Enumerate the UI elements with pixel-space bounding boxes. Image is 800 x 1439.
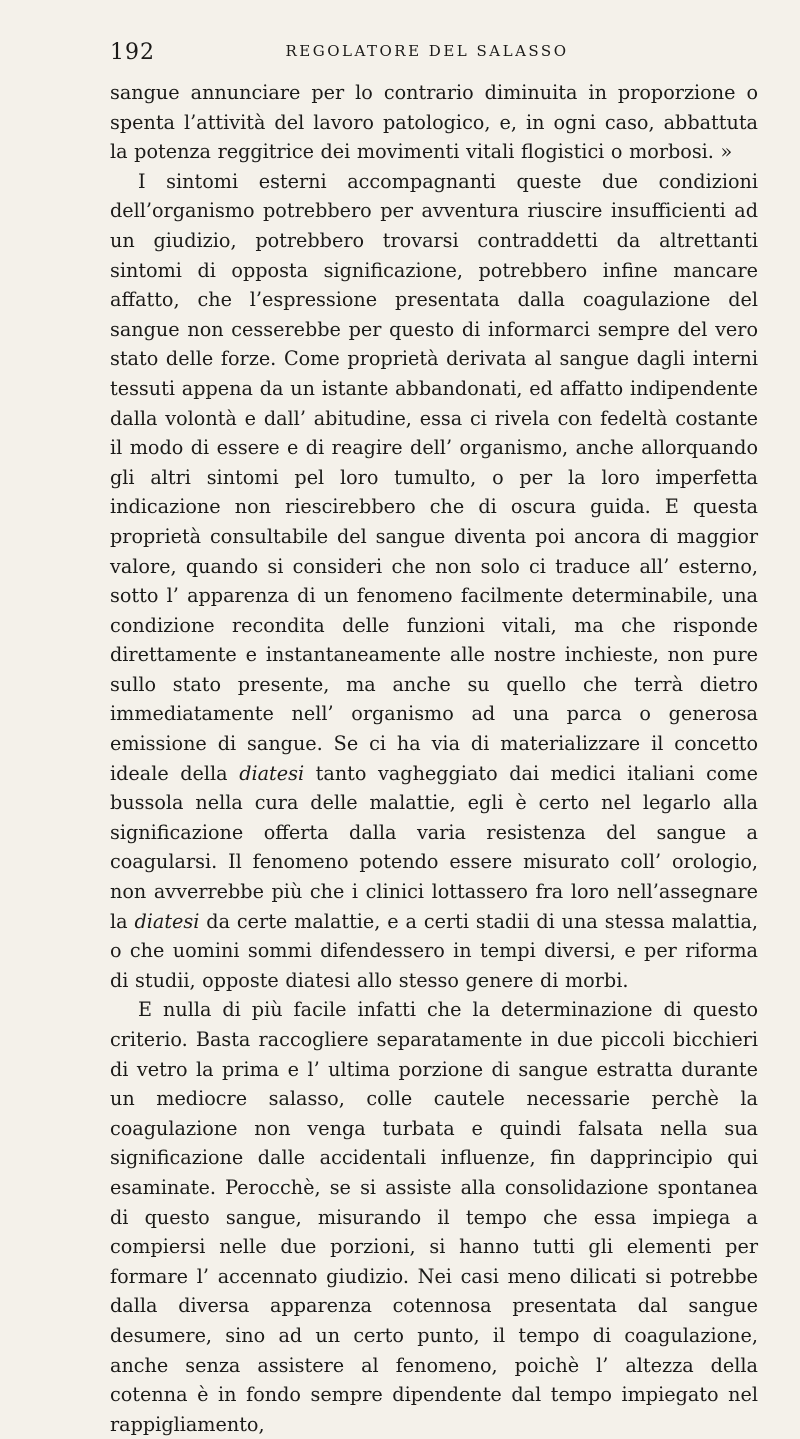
italic-term: diatesi (239, 761, 305, 785)
body-text (110, 78, 758, 1439)
text-run: I sintomi esterni accompagnanti queste due condizioni dell’organismo potrebbero per avventura riuscire insufficienti ad un giudizio, potrebbero trovarsi contraddetti da altrettanti sintomi di opposta significazione, potrebbero infine mancare affatto, che l’espressione presentata dalla coagulazione del sangue non cesserebbe per questo di informarci sempre del vero stato delle forze. Come proprietà derivata al sangue dagli interni tessuti appena da un istante abbandonati, ed affatto indipendente dalla volontà e dall’ abitudine, essa ci rivela con fedeltà costante il modo di essere e di reagire dell’ organismo, anche allorquando gli altri sintomi pel loro tumulto, o per la loro imperfetta indicazione non riescirebbero che di oscura guida. E questa proprietà consultabile del sangue diventa poi ancora di maggior valore, quando si consideri che non solo ci traduce all’ esterno, sotto l’ apparenza di un fenomeno facilmente determinabile, una condizione recondita delle funzioni vitali, ma che risponde direttamente e instantaneamente alle nostre inchieste, non pure sullo stato presente, ma anche su quello che terrà dietro immediatamente nell’ organismo ad una parca o generosa emissione di sangue. Se ci ha via di materializzare il concetto ideale della (110, 169, 758, 785)
text-run: sangue annunciare per lo contrario diminuita in proporzione o spenta l’attività del lavoro patologico, e, in ogni caso, abbattuta la potenza reggitrice dei movimenti vitali flogistici o morbosi. » (110, 81, 758, 164)
page-header (110, 38, 744, 68)
text-run: tanto vagheggiato dai medici italiani come bussola nella cura delle malattie, egli è certo nel legarlo alla significazione offerta dalla varia resistenza del sangue a coagularsi. Il fenomeno potendo essere misurato coll’ orologio, non avverrebbe più che i clinici lottassero fra loro nell’assegnare la (110, 761, 758, 933)
paragraph (110, 995, 758, 1439)
page-number: 192 (110, 40, 155, 65)
text-run: E nulla di più facile infatti che la determinazione di questo criterio. Basta raccogliere separatamente in due piccoli bicchieri di vetro la prima e l’ ultima porzione di sangue estratta durante un mediocre salasso, colle cautele necessarie perchè la coagulazione non venga turbata e quindi falsata nella sua significazione dalle accidentali influenze, fin dapprincipio qui esaminate. Perocchè, se si assiste alla consolidazione spontanea di questo sangue, misurando il tempo che essa impiega a compiersi nelle due porzioni, si hanno tutti gli elementi per formare l’ accennato giudizio. Nei casi meno dilicati si potrebbe dalla diversa apparenza cotennosa presentata dal sangue desumere, sino ad un certo punto, il tempo di coagulazione, anche senza assistere al fenomeno, poichè l’ altezza della cotenna è in fondo sempre dipendente dal tempo impiegato nel rappigliamento, (110, 998, 758, 1436)
italic-term: diatesi (134, 909, 200, 933)
paragraph (110, 78, 758, 167)
paragraph (110, 167, 758, 996)
running-title: REGOLATORE DEL SALASSO (285, 42, 569, 60)
text-run: da certe malattie, e a certi stadii di una stessa malattia, o che uomini sommi difendessero in tempi diversi, e per riforma di studii, opposte diatesi allo stesso genere di morbi. (110, 909, 758, 992)
